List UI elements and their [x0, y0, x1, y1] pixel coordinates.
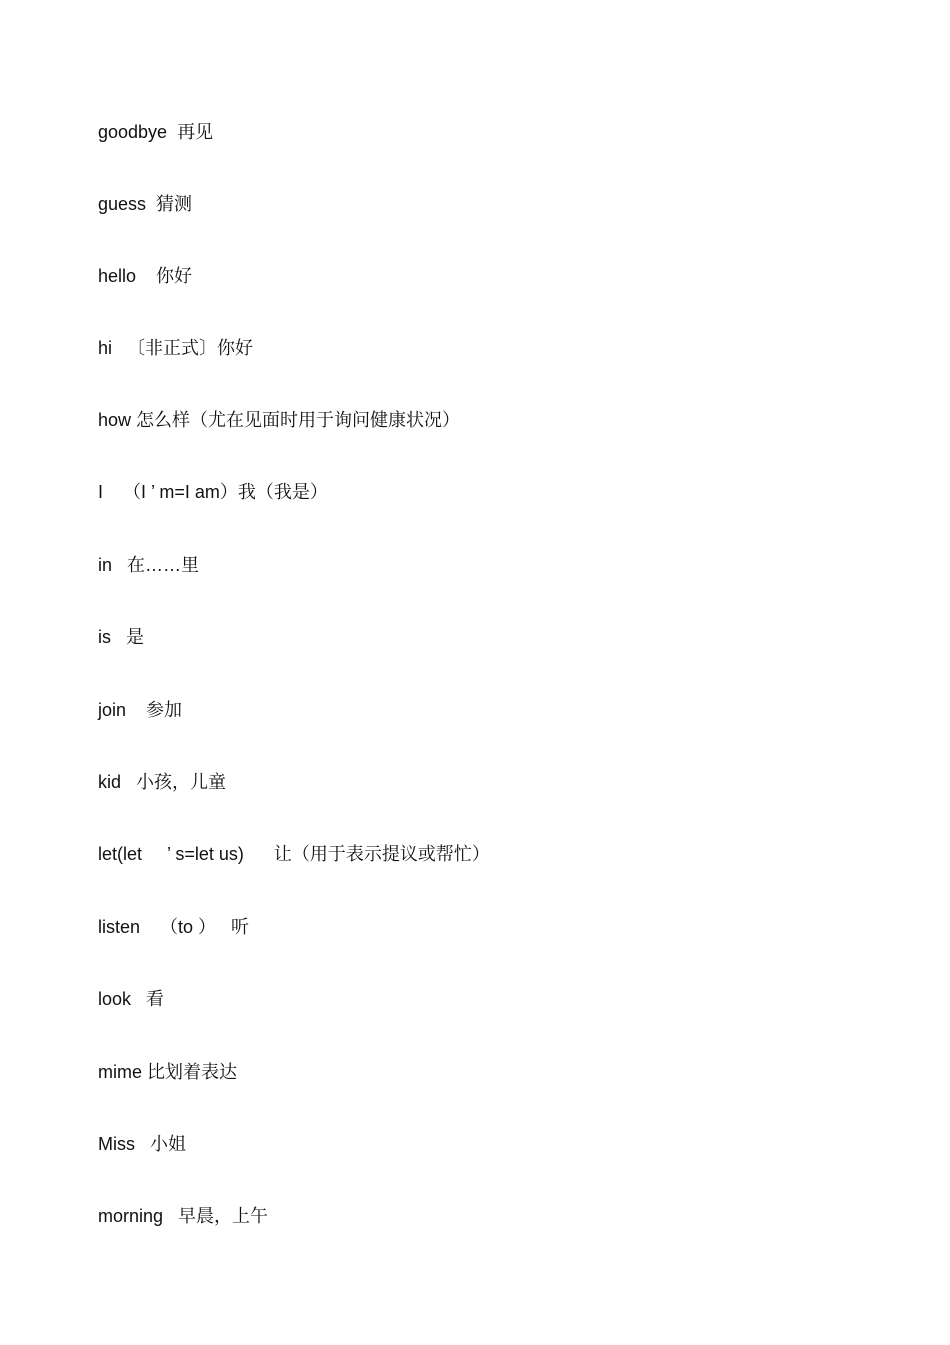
- vocab-entry-join: join 参加: [98, 700, 183, 720]
- vocab-entry-morning: morning 早晨，上午: [98, 1206, 269, 1226]
- vocab-entry-how: how 怎么样（尤在见面时用于询问健康状况）: [98, 410, 461, 430]
- vocab-entry-mime: mime 比划着表达: [98, 1062, 237, 1082]
- vocab-entry-guess: guess 猜测: [98, 194, 193, 214]
- vocab-entry-i: I （I ’ m=I am）我（我是）: [98, 482, 328, 502]
- vocab-entry-look: look 看: [98, 989, 165, 1009]
- vocab-entry-hello: hello 你好: [98, 266, 193, 286]
- vocab-entry-kid: kid 小孩，儿童: [98, 772, 227, 792]
- vocab-entry-listen: listen （to ） 听: [98, 917, 250, 937]
- vocab-entry-miss: Miss 小姐: [98, 1134, 186, 1154]
- vocab-entry-let: let(let ’ s=let us) 让（用于表示提议或帮忙）: [98, 844, 490, 864]
- vocab-entry-hi: hi 〔非正式〕你好: [98, 338, 254, 358]
- vocab-entry-is: is 是: [98, 627, 145, 647]
- vocab-entry-goodbye: goodbye 再见: [98, 122, 214, 142]
- vocab-entry-in: in 在……里: [98, 555, 200, 575]
